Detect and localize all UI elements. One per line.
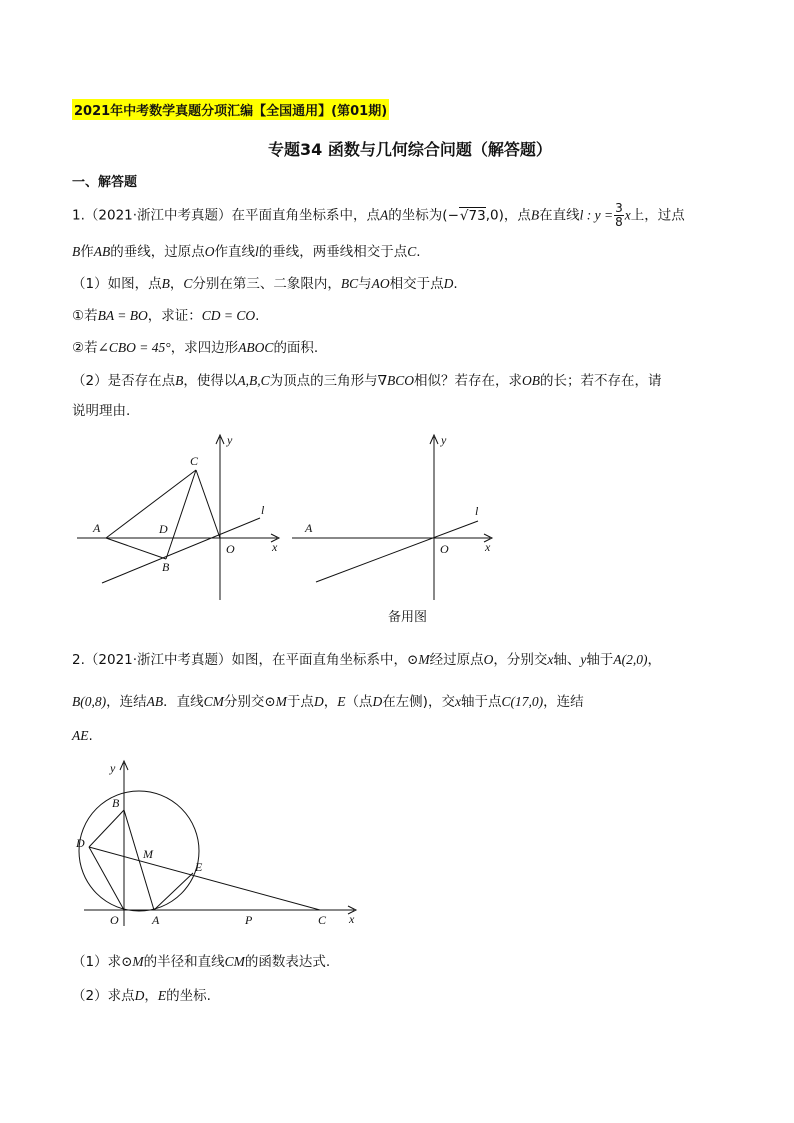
- q2-text: （点: [345, 694, 373, 710]
- q2-text: 如图，在平面直角坐标系中，: [231, 652, 408, 668]
- q2-line2: [72, 690, 584, 710]
- q1-text: ，点: [503, 207, 531, 224]
- q2-part1: [72, 950, 330, 970]
- equation: CD = CO: [201, 308, 256, 323]
- line-l: [102, 518, 260, 583]
- q1-text: ，求证：: [147, 308, 202, 324]
- point-e-label: E: [195, 860, 203, 874]
- segment-label: AE: [72, 728, 89, 743]
- q1-text: ，: [169, 276, 184, 292]
- point-label: A: [380, 207, 389, 223]
- segment-co: [196, 470, 220, 538]
- q2-text: .: [88, 728, 93, 744]
- point-a-label: A: [93, 521, 101, 535]
- line-label: CM: [203, 694, 224, 709]
- q1-text: .: [453, 276, 458, 292]
- y-axis-label: y: [110, 761, 116, 775]
- point-label: E: [337, 694, 346, 709]
- fraction-numerator: 3: [615, 201, 623, 215]
- q2-text: ．直线: [163, 694, 204, 710]
- point-label: O: [483, 652, 494, 667]
- q1-text: 作: [80, 244, 94, 260]
- q2-text: 在左侧)，交: [382, 694, 455, 710]
- x-axis-label: x: [272, 540, 278, 554]
- q2-number: 2.: [72, 652, 85, 668]
- sqrt-radicand: [459, 207, 486, 224]
- point-label: E: [157, 988, 167, 1003]
- line-l-label: l: [261, 503, 265, 517]
- line-l-label: l: [475, 504, 479, 518]
- line-label: CM: [224, 954, 245, 969]
- point-label: D: [134, 988, 145, 1003]
- q2-text: 的坐标.: [166, 988, 211, 1004]
- q2-text: ，: [647, 652, 661, 668]
- coord-a: A(2,0): [613, 652, 648, 667]
- q1-text: 在直线: [539, 207, 580, 224]
- axis-name: y: [580, 652, 587, 667]
- q1-text: 相似？若存在，求: [414, 373, 523, 389]
- q1-text: ②若: [72, 340, 98, 356]
- point-label: C: [407, 244, 417, 259]
- q1-text: 在平面直角坐标系中，点: [231, 207, 381, 224]
- q1-text: ①若: [72, 308, 98, 324]
- figure-1: [72, 425, 292, 605]
- point-label: C: [183, 276, 193, 291]
- collection-banner: 2021年中考数学真题分项汇编【全国通用】(第01期): [72, 99, 389, 120]
- point-label: B: [72, 244, 81, 259]
- q1-text: 的坐标为: [388, 207, 443, 224]
- point-b-label: B: [162, 560, 170, 574]
- q2-line3: [72, 728, 93, 744]
- axis-name: x: [454, 694, 461, 709]
- x-axis-label: x: [485, 540, 491, 554]
- page-title: 专题34 函数与几何综合问题（解答题）: [268, 140, 552, 159]
- q2-text: ，连结: [106, 694, 147, 710]
- q2-text: 轴、: [553, 652, 581, 668]
- coord-a: [442, 207, 504, 224]
- equation: BA = BO: [97, 308, 148, 323]
- origin-label: O: [440, 542, 449, 556]
- line-equation-right: x: [624, 207, 631, 223]
- segment-ae: [154, 873, 193, 910]
- point-label: D: [443, 276, 454, 291]
- slope-fraction: [614, 202, 624, 229]
- q2-part2: [72, 984, 211, 1004]
- figure-caption: 备用图: [388, 610, 428, 625]
- point-c-label: C: [190, 454, 199, 468]
- q1-text: 与: [358, 276, 372, 292]
- x-axis-label: x: [349, 912, 355, 926]
- y-axis-label: y: [441, 433, 447, 447]
- coord-a-close: ,0): [485, 207, 504, 224]
- q2-text: ，连结: [543, 694, 584, 710]
- q2-text: 分别交: [223, 694, 265, 710]
- circle-label: ⊙M: [407, 652, 430, 667]
- figure-2: [292, 425, 507, 630]
- q2-text: 于点: [286, 694, 314, 710]
- q1-text: 为顶点的三角形与: [269, 373, 378, 389]
- origin-label: O: [226, 542, 235, 556]
- point-a-label: A: [152, 913, 160, 927]
- point-p-label: P: [245, 913, 253, 927]
- q2-text: ，: [323, 694, 338, 710]
- q1-part2-cont: 说明理由.: [72, 403, 131, 419]
- q2-source: （2021·浙江中考真题）: [84, 652, 232, 668]
- q2-text: ，: [144, 988, 158, 1004]
- q1-text: 作直线: [214, 244, 255, 260]
- radicand: 73: [468, 207, 486, 224]
- line-label: l: [255, 244, 259, 259]
- center-m-label: M: [143, 847, 153, 861]
- q1-number: 1.: [72, 207, 85, 224]
- point-b-label: B: [112, 796, 120, 810]
- q2-text: 的函数表达式.: [244, 954, 331, 970]
- q1-text: 的面积.: [273, 340, 319, 356]
- point-d-label: D: [76, 836, 85, 850]
- origin-label: O: [110, 913, 119, 927]
- segment-do: [89, 847, 124, 910]
- q1-text: 上，过点: [630, 207, 685, 224]
- q1-line2: [72, 240, 421, 260]
- circle-label: ⊙M: [121, 954, 144, 969]
- q2-text: 的半径和直线: [143, 954, 225, 970]
- axis-name: x: [547, 652, 554, 667]
- line-equation-left: l : y =: [579, 207, 614, 223]
- q1-text: 的垂线，两垂线相交于点: [258, 244, 408, 260]
- point-label: B: [175, 373, 184, 388]
- coord-c: C(17,0): [501, 694, 544, 709]
- q2-text: （1）求: [72, 954, 122, 970]
- point-d-label: D: [159, 522, 168, 536]
- point-a-label: A: [305, 521, 313, 535]
- figure-3: [72, 758, 367, 933]
- point-label: B: [161, 276, 170, 291]
- circle-m: [79, 791, 199, 911]
- line-l: [316, 521, 478, 582]
- segment-db: [89, 810, 124, 847]
- q1-line1: [72, 202, 685, 229]
- point-label: D: [372, 694, 383, 709]
- q2-text: 轴于: [586, 652, 614, 668]
- point-label: D: [313, 694, 324, 709]
- segment-label: AB: [93, 244, 111, 259]
- q1-text: 的长；若不存在，请: [540, 373, 662, 389]
- q1-part2: [72, 369, 662, 389]
- quadrilateral-label: ABOC: [238, 340, 274, 355]
- q1-text: .: [255, 308, 260, 324]
- section-heading: 一、解答题: [72, 175, 138, 190]
- q1-text: ，使得以: [183, 373, 238, 389]
- q1-text: .: [416, 244, 421, 260]
- q1-text: 相交于点: [389, 276, 444, 292]
- point-label: B: [530, 207, 540, 223]
- segment-label: AB: [146, 694, 164, 709]
- q1-text: 的垂线，过原点: [110, 244, 205, 260]
- point-c-label: C: [318, 913, 327, 927]
- angle-condition: ∠CBO = 45°: [97, 340, 171, 355]
- q2-line1: [72, 648, 661, 668]
- triangle-label: ∇BCO: [377, 373, 415, 388]
- segment-label: AO: [371, 276, 390, 291]
- fraction-denominator: 8: [615, 215, 623, 229]
- q1-text: （1）如图，点: [72, 276, 162, 292]
- q1-sub1: [72, 304, 259, 324]
- segment-label: BC: [340, 276, 359, 291]
- q1-part1: [72, 272, 458, 292]
- segment-label: OB: [522, 373, 541, 388]
- q2-text: ，分别交: [493, 652, 548, 668]
- coord-b: B(0,8): [72, 694, 107, 709]
- vertex-list: A,B,C: [237, 373, 270, 388]
- sqrt-sign: √: [459, 207, 469, 224]
- q2-text: 经过原点: [429, 652, 484, 668]
- coord-a-open: (−: [442, 207, 459, 224]
- q1-text: 分别在第三、二象限内，: [192, 276, 341, 292]
- q1-sub2: [72, 336, 318, 356]
- point-label: O: [204, 244, 215, 259]
- q1-source: （2021·浙江中考真题）: [84, 207, 232, 224]
- q2-text: 轴于点: [460, 694, 502, 710]
- segment-ab: [106, 538, 166, 559]
- circle-label: ⊙M: [264, 694, 287, 709]
- q1-text: （2）是否存在点: [72, 373, 176, 389]
- q2-text: （2）求点: [72, 988, 135, 1004]
- y-axis-label: y: [227, 433, 233, 447]
- q1-text: ，求四边形: [170, 340, 239, 356]
- segment-ac: [106, 470, 196, 538]
